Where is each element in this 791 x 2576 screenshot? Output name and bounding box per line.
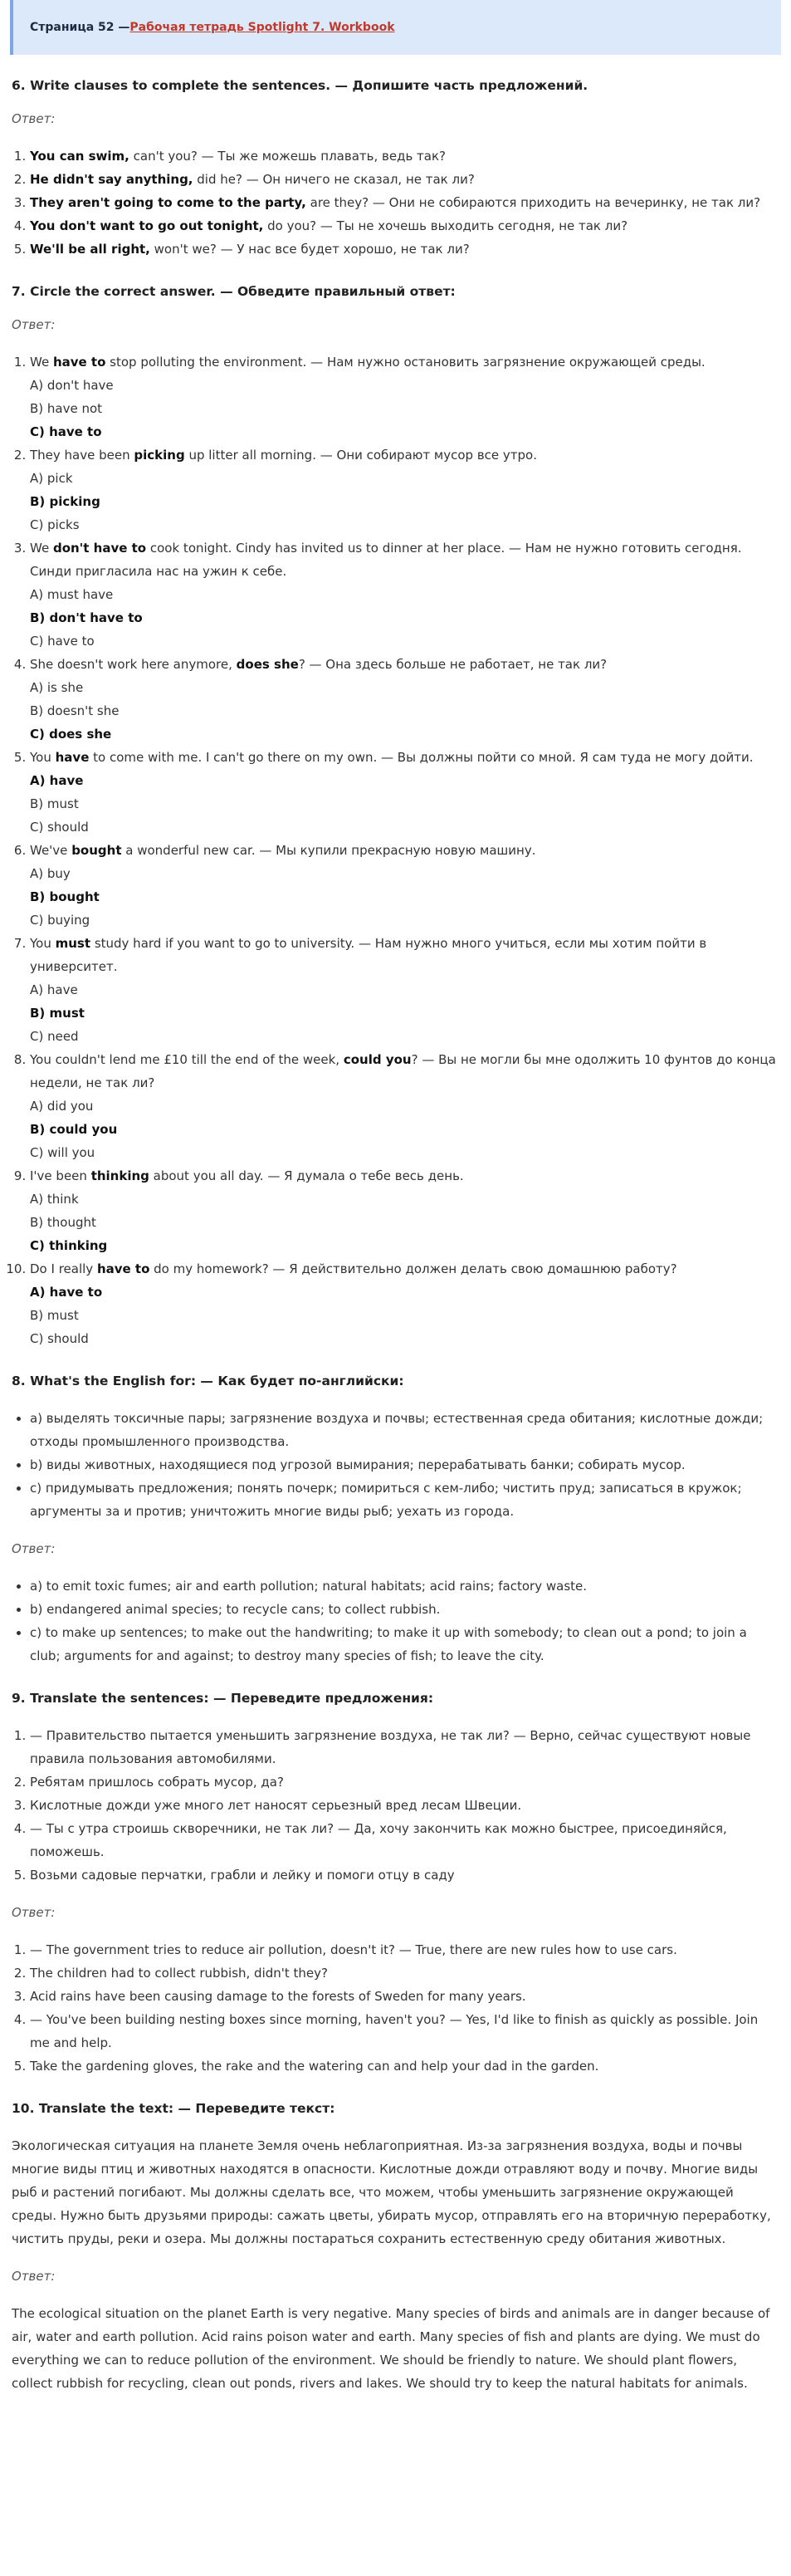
task-10-source-text: Экологическая ситуация на планете Земля очень неблагоприятная. Из-за загрязнения воздуха, воды и почвы многие виды птиц и животных находятся в опасности. Кислотные дожди отравляют воду и почву. Многие виды рыб и растений погибают. Мы должны сделать все, что можем, чтобы уменьшить загрязнение окружающей среды. Нужно быть друзьями природы: сажать цветы, убирать мусор, отправлять его на вторичную переработку, чистить пруды, реки и озера. Мы должны постараться сохранить естественную среду обитания животных.: [12, 2138, 771, 2246]
answer-option: B) must: [30, 1308, 79, 1323]
task-9-questions: [12, 1724, 779, 1887]
list-item: 5. Возьми садовые перчатки, грабли и лейку и помоги отцу в саду: [30, 1863, 779, 1887]
list-item: [30, 1164, 779, 1257]
question-text: 7. You must study hard if you want to go to university. — Нам нужно много учиться, если мы хотим пойти в университет.: [30, 936, 707, 974]
list-item: [30, 653, 779, 746]
correct-option: C) thinking: [30, 1238, 108, 1253]
list-item: 2. The children had to collect rubbish, didn't they?: [30, 1961, 779, 1985]
answer-option: C) picks: [30, 517, 80, 532]
list-item: • c) to make up sentences; to make out the handwriting; to make it up with somebody; to clean out a pond; to join a club; arguments for and against; to destroy many species of fish; to leave the city.: [30, 1621, 779, 1668]
task-8-title: 8. What's the English for: — Как будет по-английски:: [12, 1374, 404, 1388]
answer-option: C) should: [30, 1331, 89, 1346]
list-item: [30, 1048, 779, 1164]
answer-option: A) must have: [30, 587, 114, 602]
answer-option: C) buying: [30, 913, 90, 928]
answer-option: A) don't have: [30, 378, 114, 393]
list-item: 3. They aren't going to come to the party, are they? — Они не собираются приходить на вечеринку, не так ли?: [30, 191, 779, 214]
answer-label: Ответ:: [12, 1905, 56, 1920]
workbook-link[interactable]: Рабочая тетрадь Spotlight 7. Workbook: [129, 21, 395, 34]
list-item: 3. Acid rains have been causing damage to the forests of Sweden for many years.: [30, 1985, 779, 2008]
list-item: 5. We'll be all right, won't we? — У нас все будет хорошо, не так ли?: [30, 238, 779, 261]
answer-label: Ответ:: [12, 1541, 56, 1556]
list-item: [30, 536, 779, 653]
list-item: • a) to emit toxic fumes; air and earth pollution; natural habitats; acid rains; factory waste.: [30, 1574, 779, 1598]
question-text: 4. She doesn't work here anymore, does she? — Она здесь больше не работает, не так ли?: [30, 657, 608, 672]
list-item: 3. Кислотные дожди уже много лет наносят серьезный вред лесам Швеции.: [30, 1794, 779, 1817]
correct-option: A) have: [30, 773, 84, 788]
list-item: • a) выделять токсичные пары; загрязнение воздуха и почвы; естественная среда обитания; кислотные дожди; отходы промышленного производства.: [30, 1407, 779, 1453]
task-9-answers: [12, 1938, 779, 2078]
answer-option: B) must: [30, 796, 79, 811]
list-item: 4. You don't want to go out tonight, do you? — Ты не хочешь выходить сегодня, не так ли?: [30, 214, 779, 238]
answer-option: A) have: [30, 982, 78, 997]
list-item: 2. Ребятам пришлось собрать мусор, да?: [30, 1770, 779, 1794]
question-text: 3. We don't have to cook tonight. Cindy has invited us to dinner at her place. — Нам не нужно готовить сегодня. Синди пригласила нас на ужин к себе.: [30, 541, 742, 579]
task-8-questions: [12, 1407, 779, 1523]
list-item: [30, 746, 779, 839]
task-10-translation: The ecological situation on the planet Earth is very negative. Many species of birds and animals are in danger because of air, water and earth pollution. Acid rains poison water and earth. Many species of fish and plants are dying. We must do everything we can to reduce pollution of the environment. We should be friendly to nature. We should plant flowers, collect rubbish for recycling, clean out ponds, rivers and lakes. We should try to keep the natural habitats for animals.: [12, 2306, 770, 2391]
list-item: [30, 839, 779, 932]
list-item: 1. You can swim, can't you? — Ты же можешь плавать, ведь так?: [30, 144, 779, 168]
list-item: • b) виды животных, находящиеся под угрозой вымирания; перерабатывать банки; собирать мусор.: [30, 1453, 779, 1477]
task-9-title: 9. Translate the sentences: — Переведите предложения:: [12, 1691, 434, 1706]
list-item: 4. — Ты с утра строишь скворечники, не так ли? — Да, хочу закончить как можно быстрее, присоединяйся, поможешь.: [30, 1817, 779, 1863]
list-item: 1. — Правительство пытается уменьшить загрязнение воздуха, не так ли? — Верно, сейчас существуют новые правила пользования автомобилями.: [30, 1724, 779, 1770]
list-item: 1. — The government tries to reduce air pollution, doesn't it? — True, there are new rules how to use cars.: [30, 1938, 779, 1961]
list-item: 5. Take the gardening gloves, the rake and the watering can and help your dad in the garden.: [30, 2054, 779, 2078]
page-header: [10, 0, 781, 55]
task-8-answers: [12, 1574, 779, 1668]
correct-option: B) don't have to: [30, 610, 143, 625]
list-item: 4. — You've been building nesting boxes since morning, haven't you? — Yes, I'd like to finish as quickly as possible. Join me and help.: [30, 2008, 779, 2054]
answer-option: B) thought: [30, 1215, 96, 1230]
task-10-title: 10. Translate the text: — Переведите текст:: [12, 2101, 335, 2116]
correct-option: B) could you: [30, 1122, 118, 1137]
answer-option: A) pick: [30, 471, 73, 486]
list-item: [30, 350, 779, 443]
answer-option: C) have to: [30, 634, 95, 649]
list-item: [30, 932, 779, 1048]
list-item: [30, 443, 779, 536]
page-label: Страница 52 —: [30, 21, 130, 34]
correct-option: B) picking: [30, 494, 100, 509]
answer-label: Ответ:: [12, 317, 56, 332]
answer-label: Ответ:: [12, 111, 56, 126]
task-6-answers: [12, 144, 779, 261]
question-text: 10. Do I really have to do my homework? — Я действительно должен делать свою домашнюю работу?: [30, 1261, 677, 1276]
answer-option: B) have not: [30, 401, 103, 416]
answer-option: C) need: [30, 1029, 79, 1044]
answer-option: A) buy: [30, 866, 71, 881]
question-text: 2. They have been picking up litter all morning. — Они собирают мусор все утро.: [30, 448, 537, 463]
content: [10, 78, 781, 2395]
correct-option: C) does she: [30, 727, 112, 742]
list-item: 2. He didn't say anything, did he? — Он ничего не сказал, не так ли?: [30, 168, 779, 191]
answer-option: A) think: [30, 1192, 79, 1207]
correct-option: A) have to: [30, 1285, 103, 1300]
question-text: 6. We've bought a wonderful new car. — Мы купили прекрасную новую машину.: [30, 843, 536, 858]
question-text: 5. You have to come with me. I can't go there on my own. — Вы должны пойти со мной. Я сам туда не могу дойти.: [30, 750, 754, 765]
list-item: [30, 1257, 779, 1350]
answer-option: C) will you: [30, 1145, 95, 1160]
correct-option: C) have to: [30, 424, 102, 439]
task-7-answers: [12, 350, 779, 1350]
task-7-title: 7. Circle the correct answer. — Обведите правильный ответ:: [12, 284, 456, 299]
question-text: 9. I've been thinking about you all day. — Я думала о тебе весь день.: [30, 1168, 464, 1183]
list-item: • b) endangered animal species; to recycle cans; to collect rubbish.: [30, 1598, 779, 1621]
answer-option: A) did you: [30, 1099, 94, 1114]
answer-option: B) doesn't she: [30, 703, 120, 718]
answer-label: Ответ:: [12, 2269, 56, 2284]
correct-option: B) must: [30, 1006, 85, 1021]
answer-option: A) is she: [30, 680, 84, 695]
list-item: • c) придумывать предложения; понять почерк; помириться с кем-либо; чистить пруд; записаться в кружок; аргументы за и против; уничтожить многие виды рыб; уехать из города.: [30, 1477, 779, 1523]
question-text: 1. We have to stop polluting the environment. — Нам нужно остановить загрязнение окружающей среды.: [30, 355, 706, 370]
answer-option: C) should: [30, 820, 89, 835]
question-text: 8. You couldn't lend me £10 till the end of the week, could you? — Вы не могли бы мне одолжить 10 фунтов до конца недели, не так ли?: [30, 1052, 776, 1090]
task-6-title: 6. Write clauses to complete the sentences. — Допишите часть предложений.: [12, 78, 588, 93]
correct-option: B) bought: [30, 889, 100, 904]
